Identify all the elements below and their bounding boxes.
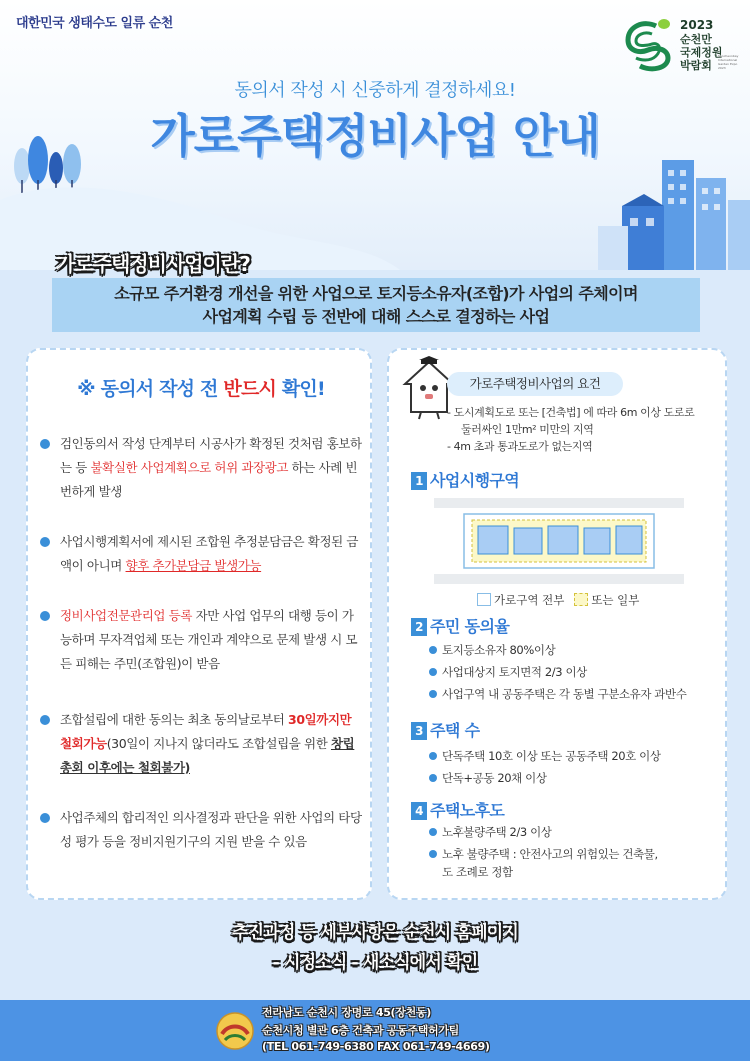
warning-item-text: 사업시행계획서에 제시된 조합원 추정분담금은 확정된 금액이 아니며 [60,534,359,573]
section-number: 4 [411,802,427,820]
footer-contact: (TEL 061-749-6380 FAX 061-749-4669) [262,1040,490,1053]
expo-logo [622,16,742,76]
warning-item-text: 검인동의서 작성 단계부터 시공사가 확정된 것처럼 홍보하는 등 [60,436,362,475]
footer-bar [0,1000,750,1061]
warning-item-emphasis: 창립총회 이후에는 철회불가) [60,736,355,775]
requirements-panel [387,348,727,900]
condition-item [429,824,552,840]
section-title [411,798,504,821]
bullet-dot-icon [429,774,437,782]
condition-item [429,642,555,658]
warning-item-text: 자만 사업 업무의 대행 등이 가능하며 무자격업체 또는 개인과 계약으로 문제 발생 시 모든 피해는 주민(조합원)이 받음 [60,608,358,671]
city-emblem-icon [216,1012,254,1050]
notice-line-2: - 시정소식 - 새소식에서 확인 [272,953,478,973]
map-legend [477,592,639,608]
warning-item [40,806,365,854]
footer-address: 전라남도 순천시 장명로 45(장천동) [262,1006,431,1019]
page-title: 가로주택정비사업 안내 [150,109,600,163]
warning-item [40,530,365,578]
legend-label-all: 가로구역 전부 [494,593,565,607]
bullet-dot-icon [40,813,50,823]
intro-heading: 가로주택정비사업이란? [56,252,250,276]
expo-line-2: 국제정원 [680,46,723,59]
section-title-text: 사업시행구역 [430,471,520,490]
bullet-dot-icon [429,690,437,698]
expo-emblem-icon [622,16,676,72]
warning-item [40,432,365,504]
expo-line-1: 순천만 [680,33,712,46]
legend-swatch-all [477,593,491,606]
bullet-dot-icon [429,850,437,858]
city-slogan: 대한민국 생태수도 일류 순천 [16,16,173,31]
condition-item [429,686,686,702]
section-number: 2 [411,618,427,636]
warning-item-text: 하는 사례 빈번하게 발생 [60,460,358,499]
legend-swatch-part [574,593,588,606]
warning-item-text: 사업주체의 합리적인 의사결정과 판단을 위한 사업의 타당성 평가 등을 정비지원기구의 지원 받을 수 있음 [60,810,362,849]
condition-item-continued: 도 조례로 정함 [442,865,513,879]
condition-text: 단독+공동 20채 이상 [442,771,547,785]
section-title [411,468,519,491]
warning-item [40,604,365,676]
expo-english: Suncheonbay International Garden Expo 2023 [718,54,739,70]
intro-line-1: 소규모 주거환경 개선을 위한 사업으로 토지등소유자(조합)가 사업의 주체이며 [114,284,638,303]
requirement-line: 둘러싸인 1만m² 미만의 지역 [461,423,594,436]
condition-item [429,770,547,786]
warning-title-suffix: 확인! [276,378,325,400]
bullet-dot-icon [429,752,437,760]
condition-text: 토지등소유자 80%이상 [442,643,556,657]
header-area [0,0,750,270]
warning-panel [26,348,372,900]
warning-item-highlight: 불확실한 사업계획으로 허위 과장광고 [90,460,289,475]
condition-item [429,748,661,764]
section-number: 3 [411,722,427,740]
section-number: 1 [411,472,427,490]
bullet-dot-icon [40,537,50,547]
warning-item-highlight: 정비사업전문관리업 등록 [60,608,192,623]
warning-item-highlight: 30일까지만 철회가능 [60,712,352,751]
warning-title [28,374,374,401]
requirement-line: - 4m 초과 통과도로가 없는지역 [447,440,593,453]
condition-text: 노후 불량주택 : 안전사고의 위험있는 건축물, [442,847,658,861]
bullet-dot-icon [40,715,50,725]
intro-box [52,278,700,332]
legend-label-part: 또는 일부 [591,593,640,607]
section-title-text: 주택노후도 [430,801,505,820]
city-buildings-illustration-icon [592,160,750,270]
expo-line-3: 박람회 [680,59,712,72]
requirements-pill: 가로주택정비사업의 요건 [447,372,623,396]
bullet-dot-icon [429,668,437,676]
warning-item [40,708,365,780]
bullet-dot-icon [40,439,50,449]
footer-office: 순천시청 별관 6층 건축과 공동주택허가팀 [262,1024,460,1037]
intro-line-2: 사업계획 수립 등 전반에 대해 스스로 결정하는 사업 [202,307,550,326]
expo-year: 2023 [680,18,714,32]
warning-item-highlight: 향후 추가분담금 발생가능 [125,558,262,573]
section-title [411,718,480,741]
warning-item-text: (30일이 지나지 않더라도 조합설립을 위한 [106,736,331,751]
condition-item [429,846,658,862]
notice-line-1: 추진과정 등 세부사항은 순천시 홈페이지 [231,923,519,943]
page-subtitle: 동의서 작성 시 신중하게 결정하세요! [234,80,516,101]
requirement-line: - 도시계획도로 또는 [건축법] 에 따라 6m 이상 도로로 [447,406,695,419]
condition-text: 사업대상지 토지면적 2/3 이상 [442,665,587,679]
bullet-dot-icon [429,646,437,654]
warning-title-emphasis: 반드시 [223,378,277,400]
block-map-diagram [434,498,684,584]
condition-text: 사업구역 내 공동주택은 각 동별 구분소유자 과반수 [442,687,687,701]
warning-item-text: 조합설립에 대한 동의는 최초 동의날로부터 [60,712,289,727]
bullet-dot-icon [429,828,437,836]
bullet-dot-icon [40,611,50,621]
condition-text: 단독주택 10호 이상 또는 공동주택 20호 이상 [442,749,661,763]
section-title [411,614,509,637]
section-title-text: 주민 동의율 [430,617,510,636]
warning-title-prefix: ※ 동의서 작성 전 [77,378,224,400]
section-title-text: 주택 수 [430,721,480,740]
condition-text: 노후불량주택 2/3 이상 [442,825,552,839]
condition-item [429,664,587,680]
